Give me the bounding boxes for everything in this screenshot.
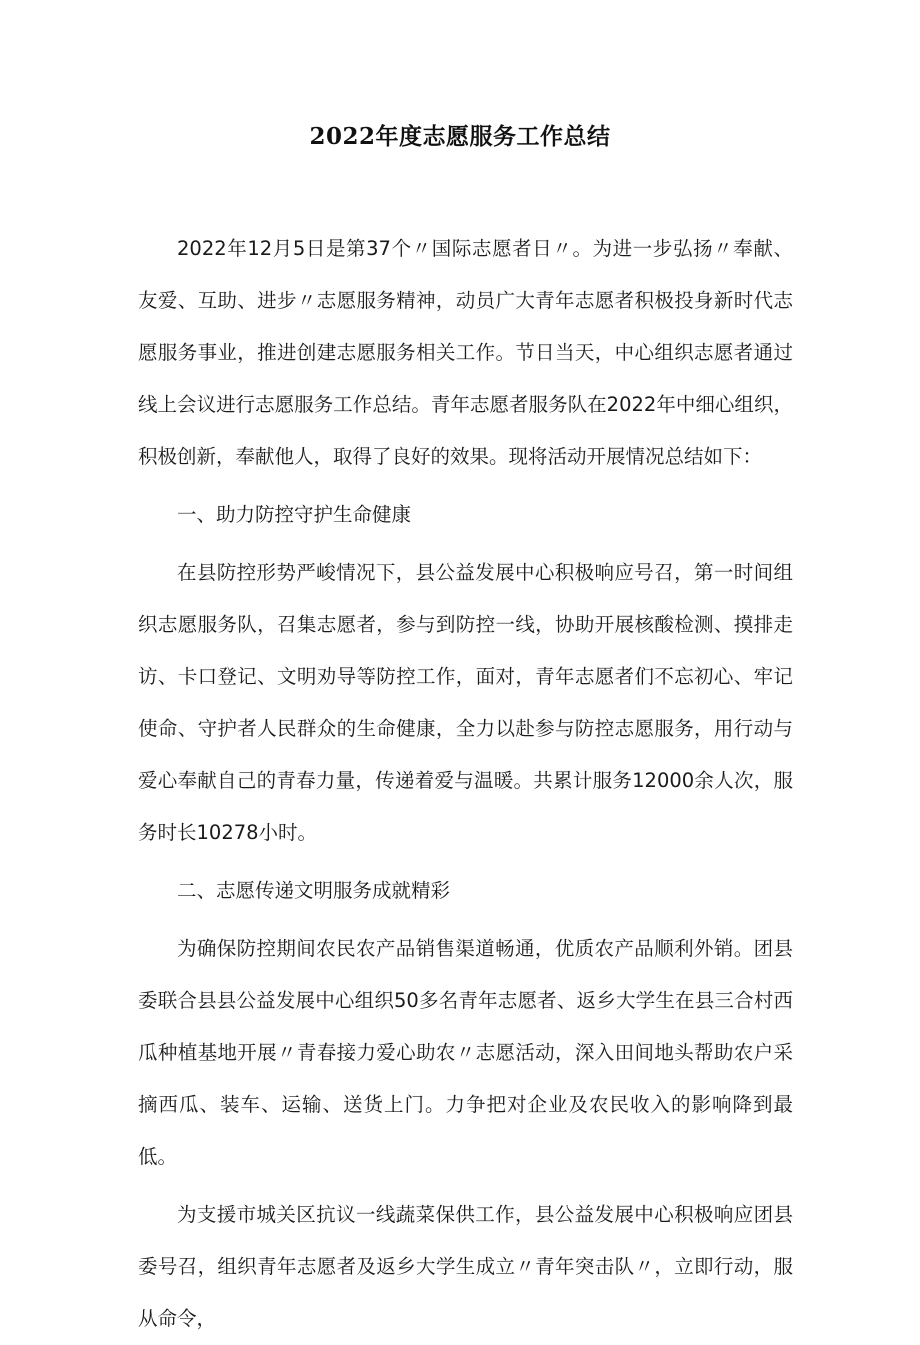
paragraph-section-2b: 为支援市城关区抗议一线蔬菜保供工作，县公益发展中心积极响应团县委号召，组织青年志愿者及返乡大学生成立〃青年突击队〃，立即行动，服从命令， (138, 1203, 793, 1330)
document-body (138, 223, 793, 1345)
paragraph-section-1: 在县防控形势严峻情况下，县公益发展中心积极响应号召，第一时间组织志愿服务队，召集志愿者，参与到防控一线，协助开展核酸检测、摸排走访、卡口登记、文明劝导等防控工作，面对，青年志愿者们不忘初心、牢记使命、守护者人民群众的生命健康，全力以赴参与防控志愿服务，用行动与爱心奉献自己的青春力量，传递着爱与温暖。共累计服务12000余人次，服务时长10278小时。 (138, 561, 793, 844)
document-title: 2022年度志愿服务工作总结 (309, 123, 611, 150)
section-heading-2: 二、志愿传递文明服务成就精彩 (177, 879, 451, 902)
paragraph-intro: 2022年12月5日是第37个〃国际志愿者日〃。为进一步弘扬〃奉献、友爱、互助、进步〃志愿服务精神，动员广大青年志愿者积极投身新时代志愿服务事业，推进创建志愿服务相关工作。节日当天，中心组织志愿者通过线上会议进行志愿服务工作总结。青年志愿者服务队在2022年中细心组织，积极创新，奉献他人，取得了良好的效果。现将活动开展情况总结如下： (138, 237, 793, 468)
section-heading-1: 一、助力防控守护生命健康 (177, 503, 412, 526)
paragraph-section-2a: 为确保防控期间农民农产品销售渠道畅通，优质农产品顺利外销。团县委联合县县公益发展中心组织50多名青年志愿者、返乡大学生在县三合村西瓜种植基地开展〃青春接力爱心助农〃志愿活动，深入田间地头帮助农户采摘西瓜、装车、运输、送货上门。力争把对企业及农民收入的影响降到最低。 (138, 937, 793, 1168)
